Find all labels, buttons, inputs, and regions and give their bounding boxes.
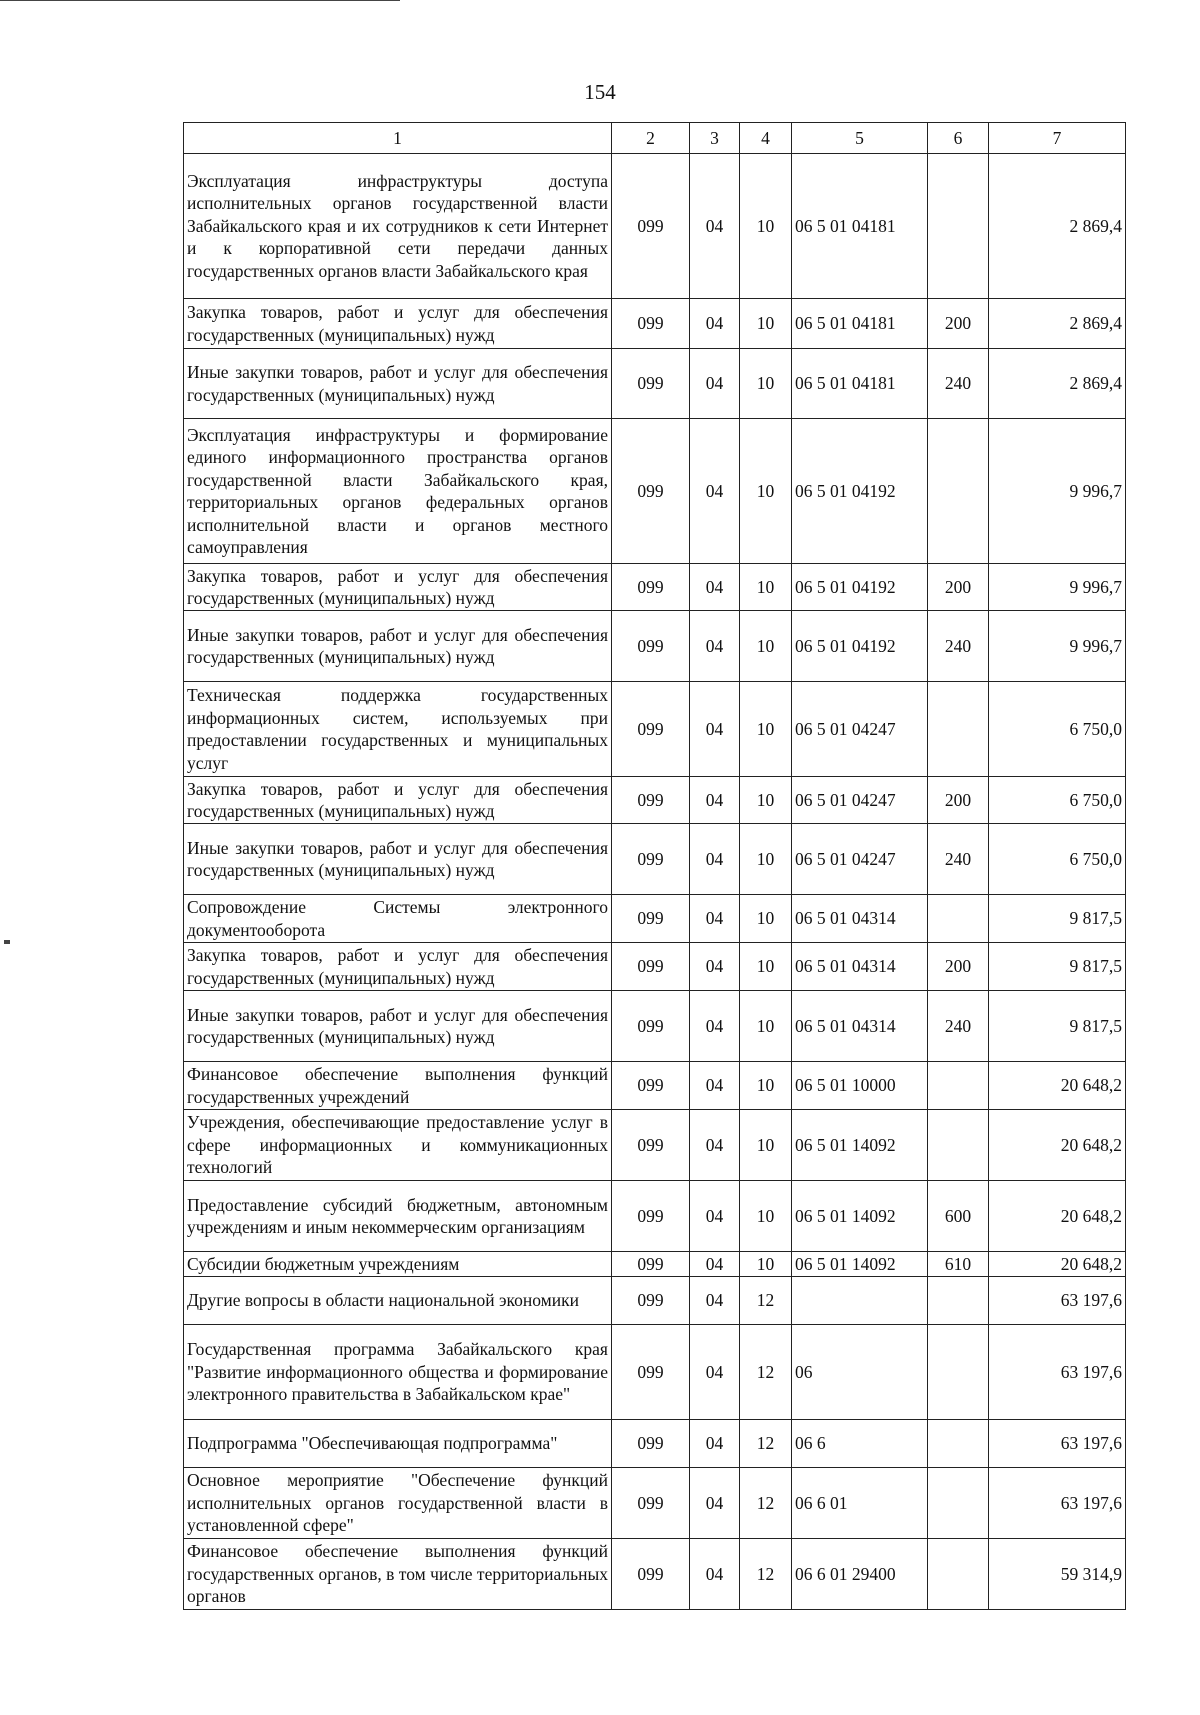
row-c5: 06 5 01 14092 [792, 1181, 928, 1252]
row-c4: 10 [740, 1110, 792, 1181]
row-c3: 04 [690, 154, 740, 299]
row-c2: 099 [612, 777, 690, 824]
row-c2: 099 [612, 991, 690, 1062]
row-c5: 06 6 01 [792, 1468, 928, 1539]
row-name: Субсидии бюджетным учреждениям [184, 1252, 612, 1277]
row-c4: 10 [740, 299, 792, 349]
row-c2: 099 [612, 1252, 690, 1277]
row-name: Предоставление субсидий бюджетным, автономным учреждениям и иным некоммерческим организациям [184, 1181, 612, 1252]
row-c2: 099 [612, 943, 690, 991]
row-c3: 04 [690, 1468, 740, 1539]
header-col-7: 7 [989, 123, 1126, 154]
row-c4: 12 [740, 1325, 792, 1420]
row-c5: 06 [792, 1325, 928, 1420]
table-row [184, 1181, 1126, 1252]
row-name: Закупка товаров, работ и услуг для обеспечения государственных (муниципальных) нужд [184, 943, 612, 991]
table-row [184, 1252, 1126, 1277]
row-c5: 06 5 01 14092 [792, 1252, 928, 1277]
row-c3: 04 [690, 1062, 740, 1110]
row-name: Сопровождение Системы электронного документооборота [184, 895, 612, 943]
row-c6 [928, 682, 989, 777]
row-c3: 04 [690, 895, 740, 943]
row-name: Финансовое обеспечение выполнения функций государственных учреждений [184, 1062, 612, 1110]
row-c6 [928, 1539, 989, 1610]
row-c4: 10 [740, 349, 792, 419]
table-row [184, 682, 1126, 777]
row-name: Эксплуатация инфраструктуры доступа исполнительных органов государственной власти Забайкальского края и их сотрудников к сети Интернет и к корпоративной сети передачи данных государственных органов власти Забайкальского края [184, 154, 612, 299]
row-c4: 10 [740, 895, 792, 943]
row-c6: 600 [928, 1181, 989, 1252]
row-c4: 10 [740, 154, 792, 299]
row-c3: 04 [690, 1181, 740, 1252]
header-col-1: 1 [184, 123, 612, 154]
row-c4: 12 [740, 1468, 792, 1539]
row-c2: 099 [612, 1468, 690, 1539]
row-name: Финансовое обеспечение выполнения функций государственных органов, в том числе территориальных органов [184, 1539, 612, 1610]
row-c6: 240 [928, 611, 989, 682]
budget-table [183, 122, 1126, 1610]
row-c2: 099 [612, 299, 690, 349]
row-c3: 04 [690, 299, 740, 349]
row-c2: 099 [612, 1277, 690, 1325]
row-name: Подпрограмма "Обеспечивающая подпрограмма" [184, 1420, 612, 1468]
row-c5: 06 5 01 04181 [792, 349, 928, 419]
row-c3: 04 [690, 824, 740, 895]
table-row [184, 1420, 1126, 1468]
row-c6 [928, 895, 989, 943]
row-c4: 10 [740, 1181, 792, 1252]
row-c5: 06 5 01 14092 [792, 1110, 928, 1181]
row-c6: 240 [928, 349, 989, 419]
table-row [184, 991, 1126, 1062]
row-c5: 06 5 01 04314 [792, 943, 928, 991]
row-name: Эксплуатация инфраструктуры и формирование единого информационного пространства органов государственной власти Забайкальского края, территориальных органов федеральных органов исполнительной власти и органов местного самоуправления [184, 419, 612, 564]
row-c5: 06 5 01 04181 [792, 299, 928, 349]
row-c5: 06 5 01 04192 [792, 419, 928, 564]
table-row [184, 943, 1126, 991]
table-row [184, 1110, 1126, 1181]
row-c6: 200 [928, 564, 989, 611]
row-c3: 04 [690, 1325, 740, 1420]
row-c6 [928, 1110, 989, 1181]
row-c7: 2 869,4 [989, 349, 1126, 419]
header-col-5: 5 [792, 123, 928, 154]
row-c5: 06 5 01 04192 [792, 611, 928, 682]
row-c6 [928, 1062, 989, 1110]
row-name: Учреждения, обеспечивающие предоставление услуг в сфере информационных и коммуникационных технологий [184, 1110, 612, 1181]
row-c7: 9 817,5 [989, 895, 1126, 943]
header-col-2: 2 [612, 123, 690, 154]
row-c5 [792, 1277, 928, 1325]
row-c2: 099 [612, 1110, 690, 1181]
table-row [184, 1062, 1126, 1110]
row-c4: 10 [740, 1062, 792, 1110]
row-c3: 04 [690, 1110, 740, 1181]
row-c3: 04 [690, 349, 740, 419]
row-c7: 63 197,6 [989, 1468, 1126, 1539]
row-c2: 099 [612, 824, 690, 895]
table-row [184, 895, 1126, 943]
row-c2: 099 [612, 682, 690, 777]
table-row [184, 299, 1126, 349]
row-c4: 10 [740, 991, 792, 1062]
row-name: Основное мероприятие "Обеспечение функций исполнительных органов государственной власти в установленной сфере" [184, 1468, 612, 1539]
row-c7: 9 817,5 [989, 991, 1126, 1062]
table-row [184, 349, 1126, 419]
row-c5: 06 6 [792, 1420, 928, 1468]
row-c5: 06 5 01 10000 [792, 1062, 928, 1110]
row-c2: 099 [612, 611, 690, 682]
table-row [184, 611, 1126, 682]
row-name: Другие вопросы в области национальной экономики [184, 1277, 612, 1325]
row-name: Иные закупки товаров, работ и услуг для обеспечения государственных (муниципальных) нужд [184, 991, 612, 1062]
row-c3: 04 [690, 1252, 740, 1277]
row-c4: 10 [740, 419, 792, 564]
row-name: Иные закупки товаров, работ и услуг для обеспечения государственных (муниципальных) нужд [184, 349, 612, 419]
row-c3: 04 [690, 611, 740, 682]
row-c6: 200 [928, 299, 989, 349]
row-c6 [928, 1277, 989, 1325]
row-name: Государственная программа Забайкальского края "Развитие информационного общества и формирование электронного правительства в Забайкальском крае" [184, 1325, 612, 1420]
row-c3: 04 [690, 943, 740, 991]
row-c5: 06 5 01 04192 [792, 564, 928, 611]
row-c4: 10 [740, 824, 792, 895]
row-name: Закупка товаров, работ и услуг для обеспечения государственных (муниципальных) нужд [184, 299, 612, 349]
row-c6 [928, 1420, 989, 1468]
table-row [184, 777, 1126, 824]
table-row [184, 564, 1126, 611]
scan-artifact [0, 0, 400, 1]
header-col-4: 4 [740, 123, 792, 154]
table-row [184, 419, 1126, 564]
row-c2: 099 [612, 419, 690, 564]
row-c6 [928, 1468, 989, 1539]
row-c7: 20 648,2 [989, 1110, 1126, 1181]
row-c6 [928, 154, 989, 299]
table-row [184, 1277, 1126, 1325]
row-c6: 610 [928, 1252, 989, 1277]
row-c2: 099 [612, 1539, 690, 1610]
header-col-6: 6 [928, 123, 989, 154]
row-c6 [928, 419, 989, 564]
row-name: Иные закупки товаров, работ и услуг для обеспечения государственных (муниципальных) нужд [184, 824, 612, 895]
row-c7: 6 750,0 [989, 682, 1126, 777]
row-c4: 12 [740, 1539, 792, 1610]
row-c7: 63 197,6 [989, 1277, 1126, 1325]
row-c7: 59 314,9 [989, 1539, 1126, 1610]
row-c7: 9 817,5 [989, 943, 1126, 991]
row-c3: 04 [690, 682, 740, 777]
row-c3: 04 [690, 1277, 740, 1325]
row-c5: 06 5 01 04314 [792, 991, 928, 1062]
row-c3: 04 [690, 777, 740, 824]
row-c6: 200 [928, 777, 989, 824]
row-c4: 10 [740, 943, 792, 991]
row-c4: 10 [740, 564, 792, 611]
row-c5: 06 5 01 04247 [792, 824, 928, 895]
table-row [184, 1468, 1126, 1539]
row-c4: 10 [740, 777, 792, 824]
row-name: Техническая поддержка государственных информационных систем, используемых при предоставлении государственных и муниципальных услуг [184, 682, 612, 777]
page-number: 154 [584, 80, 616, 104]
row-c7: 20 648,2 [989, 1181, 1126, 1252]
row-c4: 10 [740, 1252, 792, 1277]
row-c7: 9 996,7 [989, 419, 1126, 564]
row-c5: 06 5 01 04314 [792, 895, 928, 943]
row-c6: 200 [928, 943, 989, 991]
row-c2: 099 [612, 154, 690, 299]
row-c7: 9 996,7 [989, 564, 1126, 611]
row-c2: 099 [612, 1420, 690, 1468]
header-col-3: 3 [690, 123, 740, 154]
row-c4: 12 [740, 1420, 792, 1468]
row-c2: 099 [612, 895, 690, 943]
row-c7: 6 750,0 [989, 777, 1126, 824]
row-c7: 20 648,2 [989, 1062, 1126, 1110]
row-c3: 04 [690, 419, 740, 564]
table-row [184, 1325, 1126, 1420]
row-c7: 63 197,6 [989, 1325, 1126, 1420]
header-row [184, 123, 1126, 154]
table-row [184, 824, 1126, 895]
row-c4: 10 [740, 611, 792, 682]
row-c6: 240 [928, 824, 989, 895]
row-c6 [928, 1325, 989, 1420]
row-c2: 099 [612, 1325, 690, 1420]
row-c5: 06 5 01 04181 [792, 154, 928, 299]
row-c4: 10 [740, 682, 792, 777]
row-c2: 099 [612, 1181, 690, 1252]
row-c3: 04 [690, 1420, 740, 1468]
row-c5: 06 5 01 04247 [792, 777, 928, 824]
row-c7: 20 648,2 [989, 1252, 1126, 1277]
table-row [184, 154, 1126, 299]
row-name: Закупка товаров, работ и услуг для обеспечения государственных (муниципальных) нужд [184, 564, 612, 611]
row-c4: 12 [740, 1277, 792, 1325]
row-c7: 63 197,6 [989, 1420, 1126, 1468]
row-c5: 06 6 01 29400 [792, 1539, 928, 1610]
row-c6: 240 [928, 991, 989, 1062]
table-row [184, 1539, 1126, 1610]
row-c7: 9 996,7 [989, 611, 1126, 682]
row-c2: 099 [612, 564, 690, 611]
row-name: Иные закупки товаров, работ и услуг для обеспечения государственных (муниципальных) нужд [184, 611, 612, 682]
row-c3: 04 [690, 564, 740, 611]
row-c7: 2 869,4 [989, 299, 1126, 349]
row-c3: 04 [690, 1539, 740, 1610]
row-c2: 099 [612, 1062, 690, 1110]
row-c2: 099 [612, 349, 690, 419]
row-c5: 06 5 01 04247 [792, 682, 928, 777]
row-name: Закупка товаров, работ и услуг для обеспечения государственных (муниципальных) нужд [184, 777, 612, 824]
row-c7: 6 750,0 [989, 824, 1126, 895]
scan-artifact [4, 940, 10, 944]
row-c7: 2 869,4 [989, 154, 1126, 299]
row-c3: 04 [690, 991, 740, 1062]
